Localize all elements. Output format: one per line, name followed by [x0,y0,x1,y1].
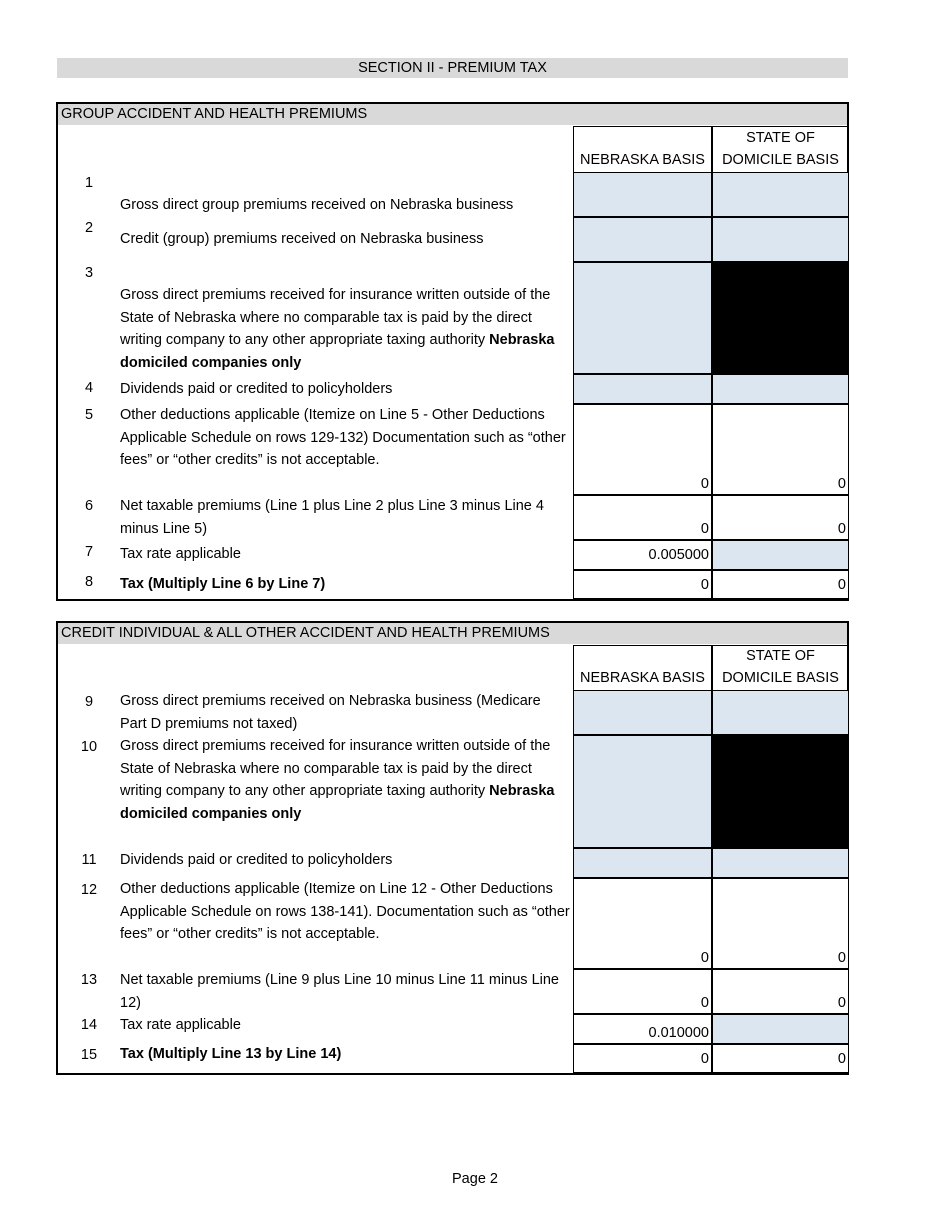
line-6-domicile-value: 0 [712,495,849,540]
line-3-description: Gross direct premiums received for insurance written outside of the State of Nebraska where no comparable tax is paid by the direct writing company to any other appropriate taxing authority Nebraska domiciled companies only [120,287,555,371]
domicile-basis-header: STATE OF DOMICILE BASIS [712,645,849,690]
line-10-nebraska-input[interactable] [573,735,712,848]
line-number: 2 [84,220,94,236]
domiciled-note: Nebraska domiciled companies only [120,783,555,822]
line-11-nebraska-input[interactable] [573,848,712,878]
line-4-domicile-input[interactable] [712,374,849,404]
line-14-domicile-input[interactable] [712,1014,849,1044]
line-12-domicile-value: 0 [712,878,849,969]
line-number: 12 [80,882,98,898]
line-2-domicile-input[interactable] [712,217,849,262]
line-2-nebraska-input[interactable] [573,217,712,262]
line-5-description: Other deductions applicable (Itemize on Line 5 - Other Deductions Applicable Schedule on rows 129-132) Documentation such as “other fees” or “other credits” is not acceptable. [120,407,566,468]
line-number: 11 [81,852,97,868]
line-11-description: Dividends paid or credited to policyholders [120,852,393,868]
line-13-domicile-value: 0 [712,969,849,1014]
line-number: 5 [84,407,94,423]
nebraska-basis-header: NEBRASKA BASIS [573,126,712,172]
credit-panel-heading: CREDIT INDIVIDUAL & ALL OTHER ACCIDENT AND HEALTH PREMIUMS [58,623,847,644]
line-14-nebraska-rate: 0.010000 [573,1014,712,1044]
line-number: 8 [84,574,94,590]
line-number: 15 [80,1047,98,1063]
line-number: 10 [80,739,98,755]
line-11-domicile-input[interactable] [712,848,849,878]
line-1-domicile-input[interactable] [712,172,849,217]
line-15-description: Tax (Multiply Line 13 by Line 14) [120,1046,342,1062]
line-number: 4 [84,380,94,396]
line-3-nebraska-input[interactable] [573,262,712,374]
page-number: Page 2 [452,1171,498,1187]
line-12-description: Other deductions applicable (Itemize on Line 12 - Other Deductions Applicable Schedule on rows 138-141). Documentation such as “other fees” or “other credits” is not acceptable. [120,881,570,942]
section-title: SECTION II - PREMIUM TAX [57,58,848,78]
line-8-domicile-tax: 0 [712,570,849,599]
line-3-domicile-blocked [712,262,849,374]
line-13-nebraska-value: 0 [573,969,712,1014]
line-number: 3 [84,265,94,281]
line-number: 14 [80,1017,98,1033]
nebraska-basis-header: NEBRASKA BASIS [573,645,712,690]
line-10-domicile-blocked [712,735,849,848]
credit-premiums-panel [56,621,849,1075]
line-9-nebraska-input[interactable] [573,690,712,735]
line-number: 1 [84,175,94,191]
line-15-nebraska-tax: 0 [573,1044,712,1073]
line-1-description: Gross direct group premiums received on Nebraska business [120,197,514,213]
domiciled-note: Nebraska domiciled companies only [120,332,555,371]
line-10-description: Gross direct premiums received for insurance written outside of the State of Nebraska where no comparable tax is paid by the direct writing company to any other appropriate taxing authority Nebraska domiciled companies only [120,738,555,822]
line-8-nebraska-tax: 0 [573,570,712,599]
line-9-description: Gross direct premiums received on Nebraska business (Medicare Part D premiums not taxed) [120,693,541,732]
group-panel-heading: GROUP ACCIDENT AND HEALTH PREMIUMS [58,104,847,125]
line-5-domicile-value: 0 [712,404,849,495]
line-13-description: Net taxable premiums (Line 9 plus Line 10 minus Line 11 minus Line 12) [120,972,560,1011]
line-8-description: Tax (Multiply Line 6 by Line 7) [120,576,326,592]
line-6-description: Net taxable premiums (Line 1 plus Line 2 plus Line 3 minus Line 4 minus Line 5) [120,498,544,537]
line-number: 6 [84,498,94,514]
line-7-description: Tax rate applicable [120,546,241,562]
line-14-description: Tax rate applicable [120,1017,241,1033]
line-9-domicile-input[interactable] [712,690,849,735]
line-1-nebraska-input[interactable] [573,172,712,217]
line-7-nebraska-rate: 0.005000 [573,540,712,570]
line-number: 13 [80,972,98,988]
line-6-nebraska-value: 0 [573,495,712,540]
line-2-description: Credit (group) premiums received on Nebraska business [120,231,484,247]
line-7-domicile-input[interactable] [712,540,849,570]
line-4-nebraska-input[interactable] [573,374,712,404]
line-4-description: Dividends paid or credited to policyholders [120,381,393,397]
line-number: 7 [84,544,94,560]
domicile-basis-header: STATE OF DOMICILE BASIS [712,126,849,172]
line-number: 9 [84,694,94,710]
group-premiums-panel [56,102,849,601]
line-15-domicile-tax: 0 [712,1044,849,1073]
line-5-nebraska-value: 0 [573,404,712,495]
line-12-nebraska-value: 0 [573,878,712,969]
